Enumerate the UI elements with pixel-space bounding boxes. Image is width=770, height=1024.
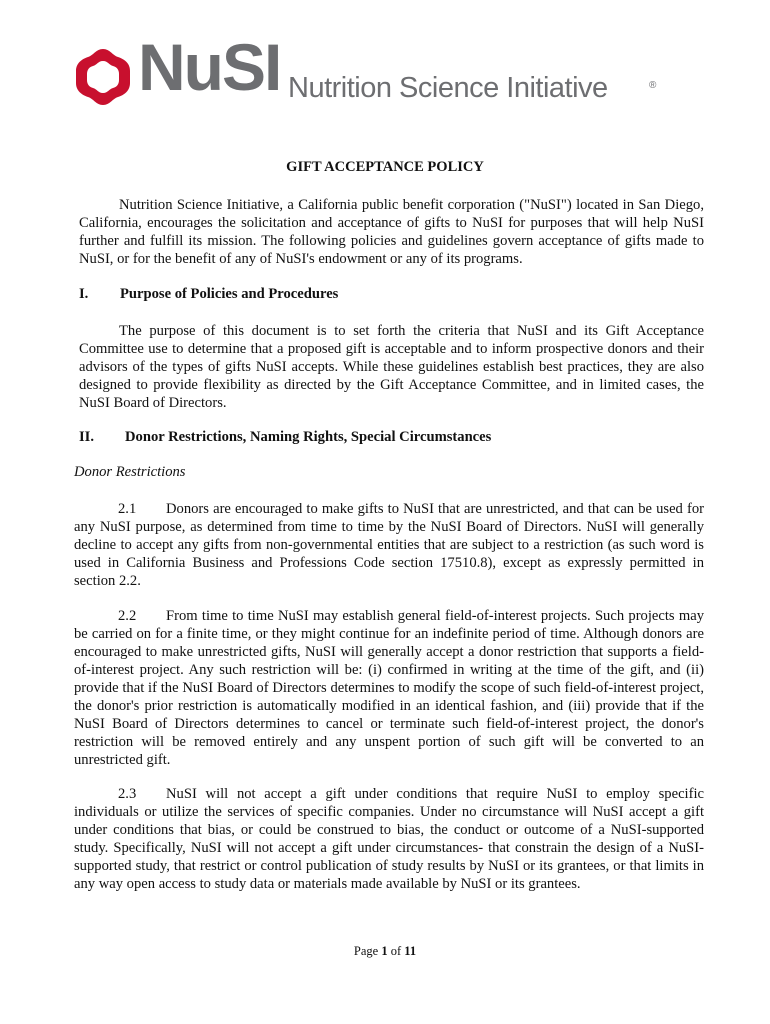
section-2-1-paragraph <box>74 500 704 590</box>
logo-full-name: Nutrition Science Initiative <box>288 72 608 104</box>
section-2-title: Donor Restrictions, Naming Rights, Special Circumstances <box>125 429 492 445</box>
section-2-number: II. <box>79 429 95 445</box>
section-2-2-paragraph <box>74 607 704 769</box>
registered-mark: ® <box>649 80 657 91</box>
page-total: 11 <box>404 944 417 958</box>
logo-short-name: NuSI <box>138 30 281 104</box>
section-1-number: I. <box>79 286 89 302</box>
donor-restrictions-subheading: Donor Restrictions <box>74 464 186 480</box>
page-of: of <box>390 944 402 958</box>
page-label: Page <box>353 944 379 958</box>
intro-paragraph: Nutrition Science Initiative, a California public benefit corporation ("NuSI") located in San Diego, California, encourages the solicitation and acceptance of gifts to NuSI for purposes that will help NuSI further and fulfill its mission. The following policies and guidelines govern acceptance of gifts made to NuSI, or for the benefit of any of NuSI's endowment or any of its programs. <box>79 197 704 267</box>
section-2-heading <box>79 429 491 446</box>
nusi-logo-mark-icon <box>72 46 134 108</box>
section-1-title: Purpose of Policies and Procedures <box>120 286 339 302</box>
section-2-3-paragraph <box>74 785 704 893</box>
section-2-2-text: From time to time NuSI may establish general field-of-interest projects. Such projects may be carried on for a finite time, or they might continue for an indefinite period of time. Although donors are encouraged to make unrestricted gifts, NuSI will generally accept a donor restriction that supports a field-of-interest project. Any such restriction will be: (i) confirmed in writing at the time of the gift, and (ii) provide that if the NuSI Board of Directors determines to modify the scope of such field-of-interest project, the donor's prior restriction is automatically modified in an identical fashion, and (iii) provide that if the NuSI Board of Directors determines to cancel or terminate such field-of-interest project, the donor's restriction will be removed entirely and any unspent portion of such gift will be converted to an unrestricted gift. <box>74 608 704 768</box>
section-1-heading <box>79 286 338 303</box>
section-2-1-number: 2.1 <box>118 501 137 517</box>
page-footer <box>0 944 770 959</box>
section-2-3-number: 2.3 <box>118 786 137 802</box>
document-title: GIFT ACCEPTANCE POLICY <box>286 159 484 175</box>
page-current: 1 <box>381 944 388 958</box>
section-1-body: The purpose of this document is to set forth the criteria that NuSI and its Gift Acceptance Committee use to determine that a proposed gift is acceptable and to inform prospective donors and their advisors of the types of gifts NuSI accepts. While these guidelines establish best practices, they are also designed to provide flexibility as directed by the Gift Acceptance Committee, and in limited cases, the NuSI Board of Directors. <box>79 323 704 411</box>
section-2-2-number: 2.2 <box>118 608 137 624</box>
section-2-1-text: Donors are encouraged to make gifts to NuSI that are unrestricted, and that can be used for any NuSI purpose, as determined from time to time by the NuSI Board of Directors. NuSI will generally decline to accept any gifts from non-governmental entities that are subject to a restriction (as such word is used in California Business and Professions Code section 17510.8), except as expressly permitted in section 2.2. <box>74 501 704 589</box>
section-2-3-text: NuSI will not accept a gift under conditions that require NuSI to employ specific individuals or utilize the services of specific companies. Under no circumstance will NuSI accept a gift under conditions that bias, or could be construed to bias, the conduct or outcome of a NuSI-supported study. Specifically, NuSI will not accept a gift under circumstances- that constrain the design of a NuSI-supported study, that restrict or control publication of study results by NuSI or its grantees, or that limits in any way open access to study data or materials made available by NuSI or its grantees. <box>74 786 704 892</box>
